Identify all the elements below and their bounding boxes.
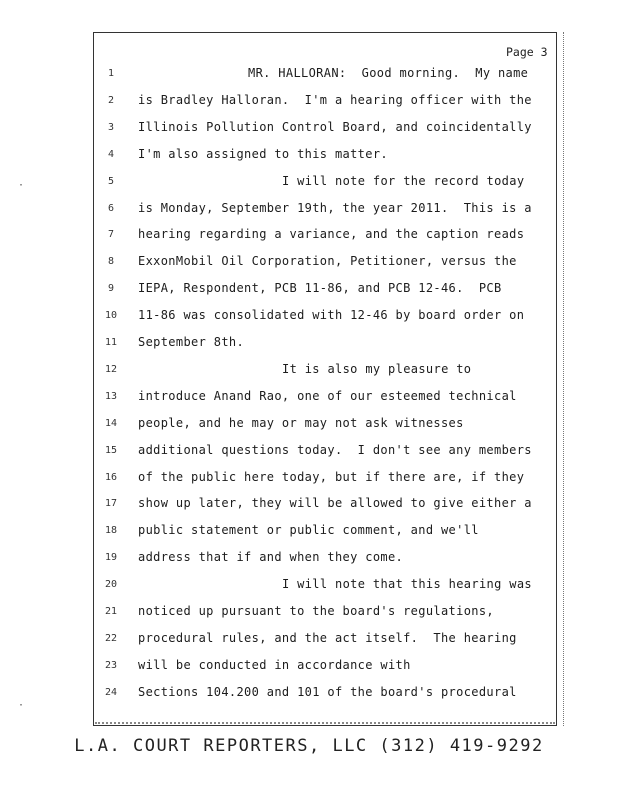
- line-number: 20: [104, 579, 118, 590]
- transcript-page-frame: [93, 32, 557, 726]
- transcript-line: of the public here today, but if there are, if they: [138, 470, 525, 484]
- line-number: 10: [104, 310, 118, 321]
- page-number-label: Page 3: [506, 45, 548, 59]
- line-number: 22: [104, 633, 118, 644]
- line-number: 12: [104, 364, 118, 375]
- transcript-line: show up later, they will be allowed to give either a: [138, 496, 532, 510]
- line-number: 8: [107, 256, 115, 267]
- court-reporter-footer: L.A. COURT REPORTERS, LLC (312) 419-9292: [74, 736, 544, 756]
- line-number: 23: [104, 660, 118, 671]
- line-number: 18: [104, 525, 118, 536]
- margin-mark: ·: [18, 180, 25, 191]
- line-number: 14: [104, 418, 118, 429]
- transcript-line: procedural rules, and the act itself. The hearing: [138, 631, 517, 645]
- transcript-line: ExxonMobil Oil Corporation, Petitioner, versus the: [138, 254, 517, 268]
- line-number: 13: [104, 391, 118, 402]
- line-number: 1: [107, 68, 115, 79]
- line-number: 17: [104, 498, 118, 509]
- line-number: 15: [104, 445, 118, 456]
- line-number: 6: [107, 203, 115, 214]
- transcript-line: Sections 104.200 and 101 of the board's procedural: [138, 685, 517, 699]
- line-number: 11: [104, 337, 118, 348]
- margin-mark: ·: [18, 700, 25, 711]
- line-number: 24: [104, 687, 118, 698]
- bottom-dotted-rule: [95, 722, 555, 724]
- line-number: 16: [104, 472, 118, 483]
- transcript-line: noticed up pursuant to the board's regulations,: [138, 604, 495, 618]
- transcript-line: address that if and when they come.: [138, 550, 404, 564]
- line-number: 19: [104, 552, 118, 563]
- right-margin-rule: [563, 32, 564, 726]
- transcript-line: It is also my pleasure to: [282, 362, 472, 376]
- transcript-line: I will note that this hearing was: [282, 577, 532, 591]
- transcript-line: additional questions today. I don't see any members: [138, 443, 532, 457]
- line-number: 2: [107, 95, 115, 106]
- line-number: 5: [107, 176, 115, 187]
- transcript-line: IEPA, Respondent, PCB 11-86, and PCB 12-46. PCB: [138, 281, 502, 295]
- transcript-line: is Monday, September 19th, the year 2011. This is a: [138, 201, 532, 215]
- transcript-line: people, and he may or may not ask witnesses: [138, 416, 464, 430]
- transcript-line: is Bradley Halloran. I'm a hearing officer with the: [138, 93, 532, 107]
- line-number: 3: [107, 122, 115, 133]
- line-number: 9: [107, 283, 115, 294]
- transcript-line: I'm also assigned to this matter.: [138, 147, 388, 161]
- transcript-line: 11-86 was consolidated with 12-46 by board order on: [138, 308, 525, 322]
- transcript-line: MR. HALLORAN: Good morning. My name: [248, 66, 529, 80]
- transcript-line: introduce Anand Rao, one of our esteemed technical: [138, 389, 517, 403]
- transcript-line: Illinois Pollution Control Board, and coincidentally: [138, 120, 532, 134]
- transcript-line: hearing regarding a variance, and the caption reads: [138, 227, 525, 241]
- transcript-line: September 8th.: [138, 335, 245, 349]
- transcript-line: public statement or public comment, and we'll: [138, 523, 479, 537]
- line-number: 21: [104, 606, 118, 617]
- transcript-line: I will note for the record today: [282, 174, 525, 188]
- transcript-line: will be conducted in accordance with: [138, 658, 411, 672]
- line-number: 4: [107, 149, 115, 160]
- line-number: 7: [107, 229, 115, 240]
